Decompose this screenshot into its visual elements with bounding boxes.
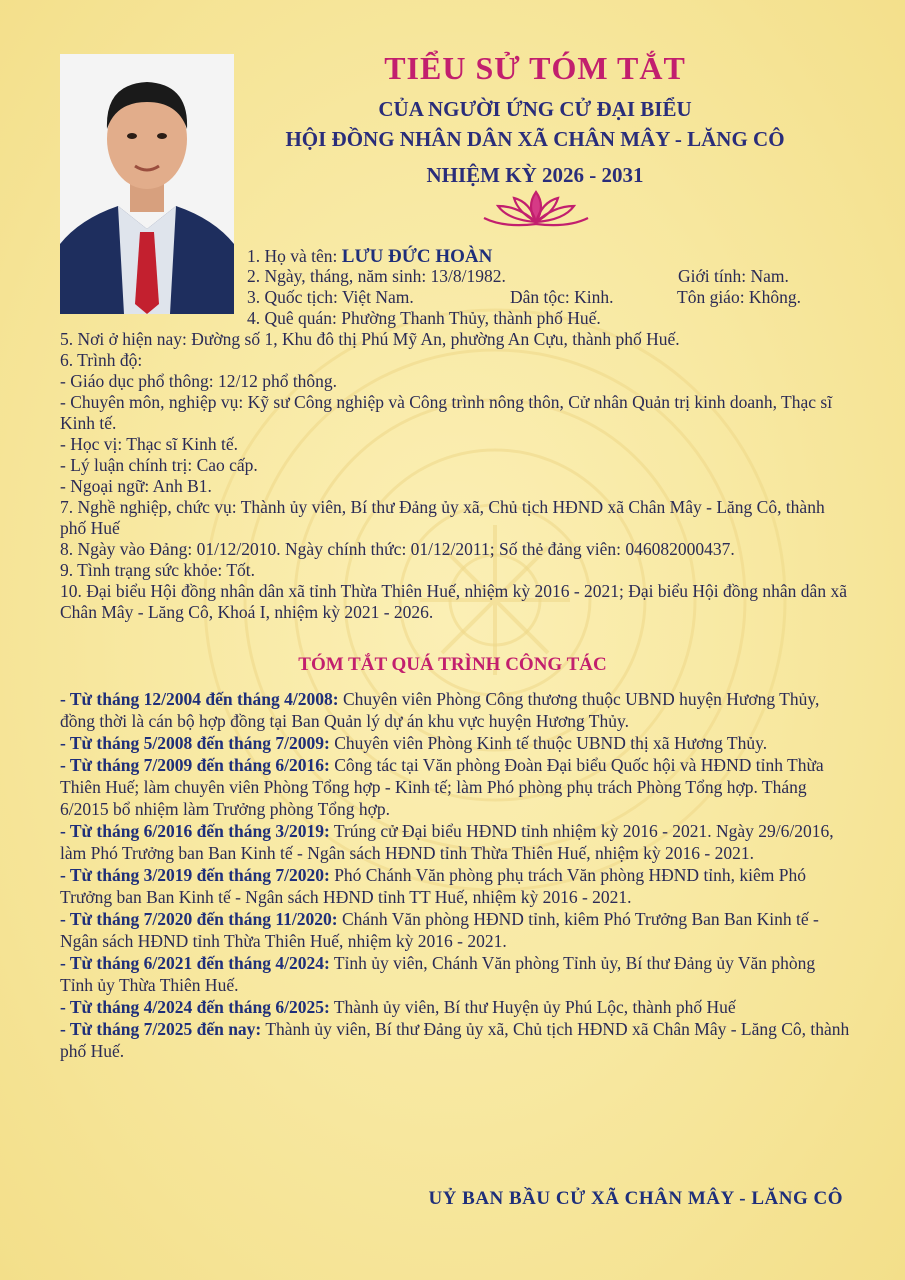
- work-period: - Từ tháng 7/2009 đến tháng 6/2016:: [60, 755, 330, 775]
- work-description: Trúng cử Đại biểu HĐND tỉnh nhiệm kỳ 2016 - 2021. Ngày 29/6/2016, làm Phó Trưởng ban Ban Kinh tế - Ngân sách HĐND tỉnh Thừa Thiên Huế, nhiệm kỳ 2016 - 2021.: [60, 821, 834, 863]
- work-period: - Từ tháng 7/2020 đến tháng 11/2020:: [60, 909, 338, 929]
- bio-health: 9. Tình trạng sức khỏe: Tốt.: [60, 560, 255, 580]
- work-description: Chuyên viên Phòng Công thương thuộc UBND huyện Hương Thủy, đồng thời là cán bộ hợp đồng tại Ban Quản lý dự án khu vực huyện Hương Thủy.: [60, 689, 820, 731]
- work-period: - Từ tháng 3/2019 đến tháng 7/2020:: [60, 865, 330, 885]
- name-label: 1. Họ và tên:: [247, 246, 342, 266]
- bio-residence: 5. Nơi ở hiện nay: Đường số 1, Khu đô thị Phú Mỹ An, phường An Cựu, thành phố Huế.: [60, 329, 680, 349]
- bio-political-theory: - Lý luận chính trị: Cao cấp.: [60, 455, 258, 475]
- subtitle-line-1: CỦA NGƯỜI ỨNG CỬ ĐẠI BIỂU: [378, 97, 692, 121]
- bio-delegate-history: 10. Đại biểu Hội đồng nhân dân xã tỉnh Thừa Thiên Huế, nhiệm kỳ 2016 - 2021; Đại biểu Hội đồng nhân dân xã Chân Mây - Lăng Cô, Khoá I, nhiệm kỳ 2021 - 2026.: [60, 581, 847, 622]
- work-description: Công tác tại Văn phòng Đoàn Đại biểu Quốc hội và HĐND tỉnh Thừa Thiên Huế; làm chuyên viên Phòng Tổng hợp - Kinh tế; làm Phó phòng phụ trách Phòng Tổng hợp. Tháng 6/2015 bổ nhiệm làm Trưởng phòng Tổng hợp.: [60, 755, 824, 819]
- term-line: NHIỆM KỲ 2026 - 2031: [426, 163, 644, 187]
- subtitle-line-2: HỘI ĐỒNG NHÂN DÂN XÃ CHÂN MÂY - LĂNG CÔ: [285, 127, 785, 151]
- work-period: - Từ tháng 12/2004 đến tháng 4/2008:: [60, 689, 339, 709]
- bio-education-heading: 6. Trình độ:: [60, 350, 143, 370]
- candidate-portrait: [60, 54, 234, 314]
- work-item: [60, 952, 850, 996]
- document-title: TIỂU SỬ TÓM TẮT: [384, 50, 686, 86]
- work-item: [60, 754, 850, 820]
- work-item: [60, 908, 850, 952]
- document-header: [240, 48, 830, 190]
- work-item: [60, 1018, 850, 1062]
- bio-hometown: 4. Quê quán: Phường Thanh Thủy, thành phố Huế.: [247, 308, 601, 328]
- work-item: [60, 864, 850, 908]
- election-committee-signature: UỶ BAN BẦU CỬ XÃ CHÂN MÂY - LĂNG CÔ: [428, 1188, 843, 1209]
- work-item: [60, 820, 850, 864]
- work-history-list: [60, 688, 850, 1062]
- work-period: - Từ tháng 4/2024 đến tháng 6/2025:: [60, 997, 330, 1017]
- work-period: - Từ tháng 7/2025 đến nay:: [60, 1019, 262, 1039]
- work-period: - Từ tháng 6/2021 đến tháng 4/2024:: [60, 953, 330, 973]
- bio-specialty: - Chuyên môn, nghiệp vụ: Kỹ sư Công nghiệp và Công trình nông thôn, Cử nhân Quản trị kinh doanh, Thạc sĩ Kinh tế.: [60, 392, 833, 433]
- work-description: Tỉnh ủy viên, Chánh Văn phòng Tỉnh ủy, Bí thư Đảng ủy Văn phòng Tỉnh ủy Thừa Thiên Huế.: [60, 953, 816, 995]
- work-description: Thành ủy viên, Bí thư Đảng ủy xã, Chủ tịch HĐND xã Chân Mây - Lăng Cô, thành phố Huế.: [60, 1019, 850, 1061]
- work-history-heading: TÓM TẮT QUÁ TRÌNH CÔNG TÁC: [298, 654, 607, 675]
- work-description: Phó Chánh Văn phòng phụ trách Văn phòng HĐND tỉnh, kiêm Phó Trưởng ban Ban Kinh tế - Ngân sách HĐND tỉnh TT Huế, nhiệm kỳ 2016 - 2021.: [60, 865, 807, 907]
- bio-nationality: 3. Quốc tịch: Việt Nam.: [247, 287, 414, 307]
- candidate-name: LƯU ĐỨC HOÀN: [341, 246, 493, 267]
- bio-general-education: - Giáo dục phổ thông: 12/12 phổ thông.: [60, 371, 338, 391]
- work-period: - Từ tháng 5/2008 đến tháng 7/2009:: [60, 733, 330, 753]
- bio-name-line: [247, 246, 492, 267]
- bio-gender: Giới tính: Nam.: [678, 266, 789, 286]
- work-description: Chánh Văn phòng HĐND tỉnh, kiêm Phó Trưởng Ban Ban Kinh tế - Ngân sách HĐND tỉnh Thừa Thiên Huế, nhiệm kỳ 2016 - 2021.: [60, 909, 819, 951]
- bio-dob: 2. Ngày, tháng, năm sinh: 13/8/1982.: [247, 266, 506, 286]
- bio-party-membership: 8. Ngày vào Đảng: 01/12/2010. Ngày chính thức: 01/12/2011; Số thẻ đảng viên: 046082000437.: [60, 539, 735, 559]
- work-item: [60, 688, 850, 732]
- bio-religion: Tôn giáo: Không.: [677, 287, 801, 307]
- bio-degree: - Học vị: Thạc sĩ Kinh tế.: [60, 434, 239, 454]
- work-description: Chuyên viên Phòng Kinh tế thuộc UBND thị xã Hương Thủy.: [329, 733, 768, 753]
- bio-occupation: 7. Nghề nghiệp, chức vụ: Thành ủy viên, Bí thư Đảng ủy xã, Chủ tịch HĐND xã Chân Mây - Lăng Cô, thành phố Huế: [60, 497, 825, 538]
- work-item: [60, 732, 850, 754]
- bio-ethnicity: Dân tộc: Kinh.: [510, 287, 614, 307]
- lotus-icon: [478, 188, 594, 230]
- bio-foreign-language: - Ngoại ngữ: Anh B1.: [60, 476, 212, 496]
- work-period: - Từ tháng 6/2016 đến tháng 3/2019:: [60, 821, 330, 841]
- work-description: Thành ủy viên, Bí thư Huyện ủy Phú Lộc, thành phố Huế: [329, 997, 736, 1017]
- work-item: [60, 996, 850, 1018]
